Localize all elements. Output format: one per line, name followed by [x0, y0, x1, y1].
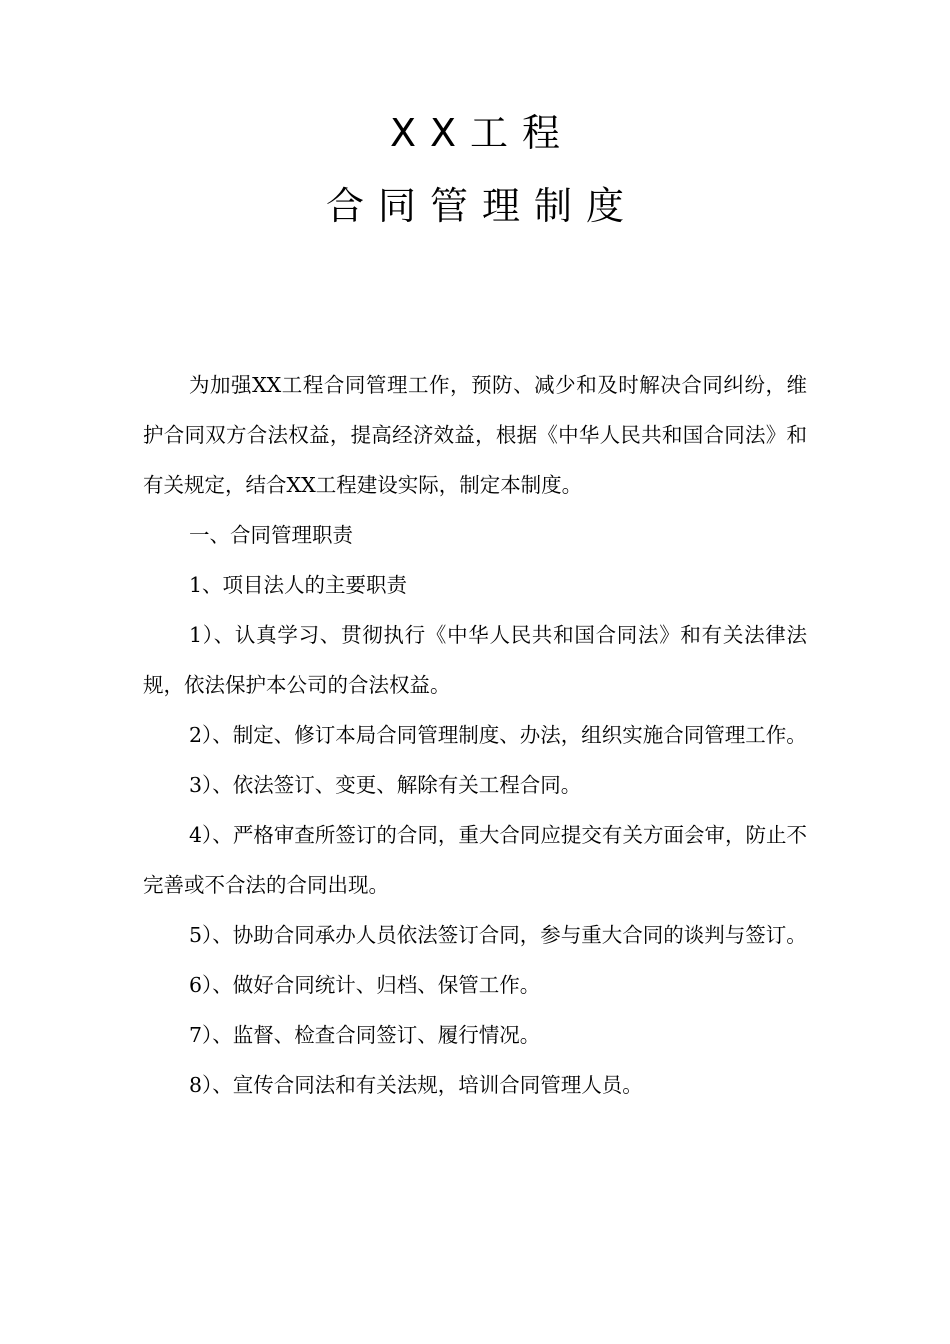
- duty-item: 1）、认真学习、贯彻执行《中华人民共和国合同法》和有关法律法规，依法保护本公司的合法权益。: [143, 623, 807, 697]
- document-title-line-1: XX工程: [389, 111, 575, 155]
- document-title-line-2: 合同管理制度: [325, 184, 638, 228]
- duty-item: 3）、依法签订、变更、解除有关工程合同。: [189, 773, 582, 797]
- duty-item: 4）、严格审查所签订的合同，重大合同应提交有关方面会审，防止不完善或不合法的合同出现。: [143, 823, 807, 897]
- section-heading: 一、合同管理职责: [189, 523, 353, 547]
- document-body: [143, 360, 807, 1110]
- duty-item: 5）、协助合同承办人员依法签订合同，参与重大合同的谈判与签订。: [189, 923, 807, 947]
- intro-paragraph: 为加强XX工程合同管理工作，预防、减少和及时解决合同纠纷，维护合同双方合法权益，提高经济效益，根据《中华人民共和国合同法》和有关规定，结合XX工程建设实际，制定本制度。: [143, 373, 807, 497]
- duty-item: 7）、监督、检查合同签订、履行情况。: [189, 1023, 541, 1047]
- subsection-heading: 1、项目法人的主要职责: [189, 573, 408, 597]
- duty-item: 2）、制定、修订本局合同管理制度、办法，组织实施合同管理工作。: [189, 723, 807, 747]
- duty-item: 8）、宣传合同法和有关法规，培训合同管理人员。: [189, 1073, 643, 1097]
- duty-item: 6）、做好合同统计、归档、保管工作。: [189, 973, 541, 997]
